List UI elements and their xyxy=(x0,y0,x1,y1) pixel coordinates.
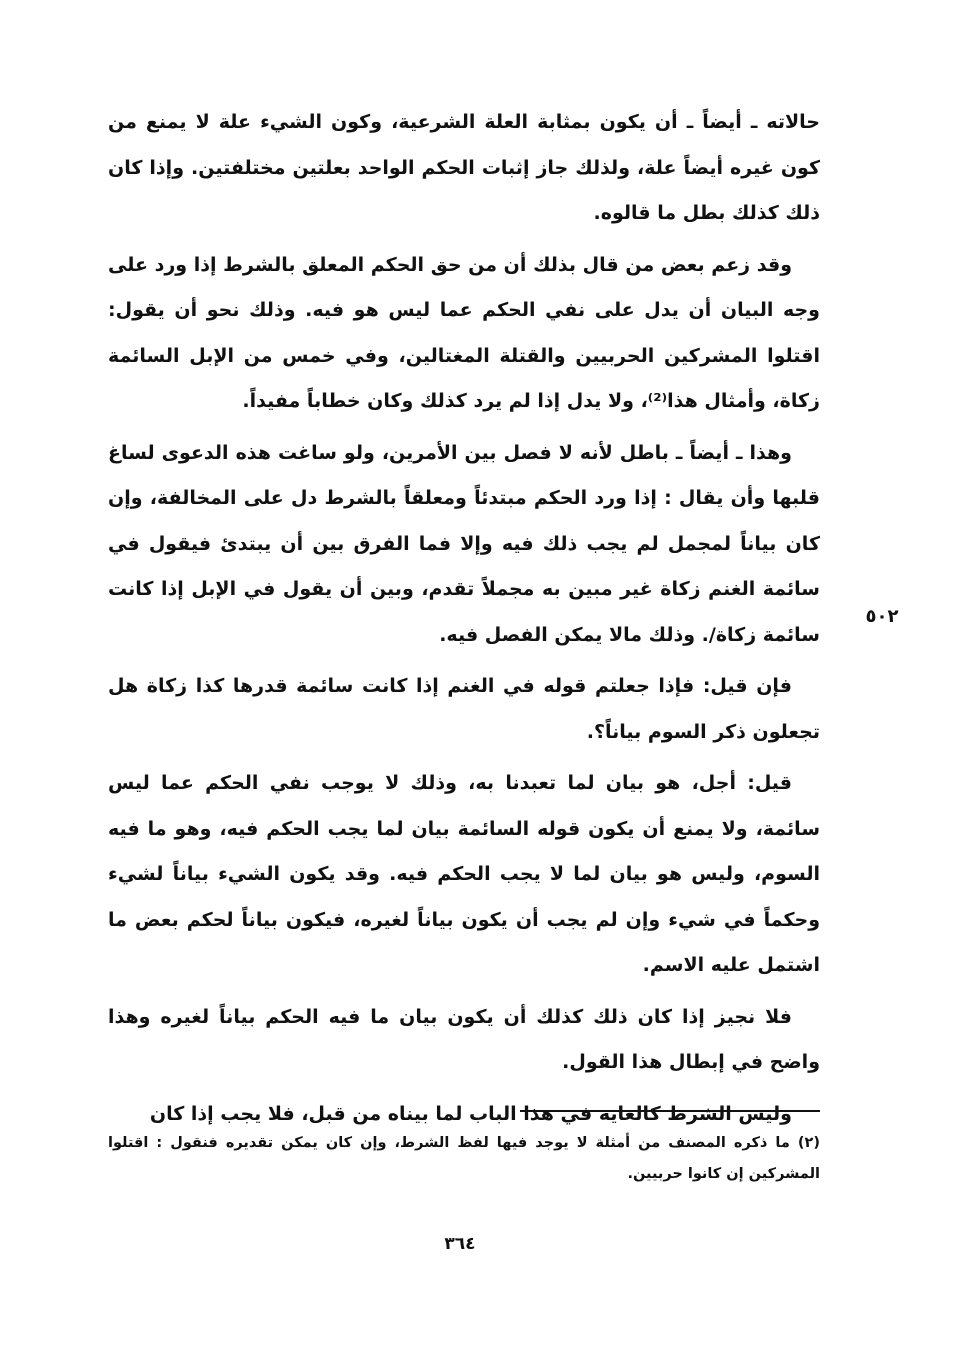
main-text xyxy=(108,100,820,1143)
paragraph-3: وهذا ـ أيضاً ـ باطل لأنه لا فصل بين الأمرين، ولو ساغت هذه الدعوى لساغ قلبها وأن يقال : إذا ورد الحكم مبتدئاً ومعلقاً بالشرط دل على المخالفة، وإن كان بياناً لمجمل لم يجب ذلك فيه وإلا فما الفرق بين أن يبتدئ فيقول في سائمة الغنم زكاة غير مبين به مجملاً تقدم، وبين أن يقول في الإبل إذا كانت سائمة زكاة/. وذلك مالا يمكن الفصل فيه. xyxy=(108,441,820,646)
paragraph-1: حالاته ـ أيضاً ـ أن يكون بمثابة العلة الشرعية، وكون الشيء علة لا يمنع من كون غيره أيضاً علة، ولذلك جاز إثبات الحكم الواحد بعلتين مختلفتين. وإذا كان ذلك كذلك بطل ما قالوه. xyxy=(108,111,820,224)
footnote-2: (٢) ما ذكره المصنف من أمثلة لا يوجد فيها لفظ الشرط، وإن كان يمكن تقديره فنقول : اقتلوا المشركين إن كانوا حربيين. xyxy=(108,1135,820,1182)
paragraph-7: وليس الشرط كالغاية في هذا الباب لما بيناه من قبل، فلا يجب إذا كان xyxy=(149,1102,792,1125)
paragraph-2: وقد زعم بعض من قال بذلك أن من حق الحكم المعلق بالشرط إذا ورد على وجه البيان أن يدل على نفي الحكم عما ليس هو فيه. وذلك نحو أن يقول: اقتلوا المشركين الحربيين والقتلة المغتالين، وفي خمس من الإبل السائمة زكاة، وأمثال هذا⁽²⁾، ولا يدل إذا لم يرد كذلك وكان خطاباً مفيداً. xyxy=(108,253,820,412)
paragraph-6: فلا نجيز إذا كان ذلك كذلك أن يكون بيان ما فيه الحكم بياناً لغيره وهذا واضح في إبطال هذا القول. xyxy=(108,1005,820,1073)
paragraph-5: قيل: أجل، هو بيان لما تعبدنا به، وذلك لا يوجب نفي الحكم عما ليس سائمة، ولا يمنع أن يكون قوله السائمة بيان لما يجب الحكم فيه، وهو ما فيه السوم، وليس هو بيان لما لا يجب الحكم فيه. وقد يكون الشيء بياناً لشيء وحكماً في شيء وإن لم يجب أن يكون بياناً لغيره، فيكون بياناً لحكم بعض ما اشتمل عليه الاسم. xyxy=(108,772,820,976)
margin-page-reference: ٥٠٢ xyxy=(865,606,899,627)
paragraph-4: فإن قيل: فإذا جعلتم قوله في الغنم إذا كانت سائمة قدرها كذا زكاة هل تجعلون ذكر السوم بياناً؟. xyxy=(108,675,820,743)
footnote-divider xyxy=(520,1110,820,1112)
page-number: ٣٦٤ xyxy=(444,1234,476,1254)
